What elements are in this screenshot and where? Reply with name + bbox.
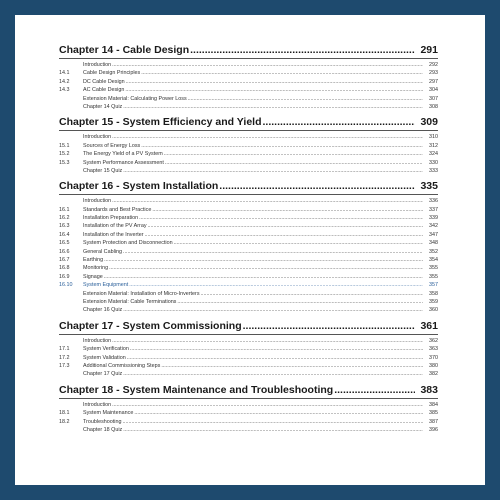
toc-entry[interactable] <box>59 306 438 314</box>
section-page-number: 337 <box>429 206 438 213</box>
section-title: Troubleshooting <box>83 418 122 425</box>
dot-leader <box>127 354 423 362</box>
section-page-number: 384 <box>429 401 438 408</box>
section-page-number: 307 <box>429 95 438 102</box>
section-number: 14.3 <box>59 87 70 94</box>
section-number: 14.2 <box>59 78 70 85</box>
chapter-section <box>59 43 438 111</box>
section-number: 14.1 <box>59 70 70 77</box>
chapter-title: Chapter 15 - System Efficiency and Yield <box>59 116 262 129</box>
section-title: Extension Material: Calculating Power Loss <box>83 95 187 102</box>
dot-leader <box>148 222 423 230</box>
section-page-number: 333 <box>429 167 438 174</box>
chapter-heading[interactable] <box>59 115 438 129</box>
chapter-section <box>59 179 438 314</box>
toc-entry[interactable] <box>59 214 438 222</box>
section-title: Sources of Energy Loss <box>83 142 141 149</box>
section-title: Additional Commissioning Steps <box>83 362 161 369</box>
section-title: System Performance Assessment <box>83 159 164 166</box>
dot-leader <box>190 43 415 57</box>
section-page-number: 297 <box>429 78 438 85</box>
chapter-page-number: 335 <box>420 180 438 193</box>
chapter-page-number: 383 <box>420 383 438 396</box>
toc-entry[interactable] <box>59 409 438 417</box>
chapter-rule <box>59 334 438 335</box>
toc-entry[interactable] <box>59 345 438 353</box>
dot-leader <box>122 418 423 426</box>
section-page-number: 355 <box>429 265 438 272</box>
toc-entry[interactable] <box>59 281 438 289</box>
section-page-number: 310 <box>429 134 438 141</box>
section-title: Installation of the PV Array <box>83 223 147 230</box>
dot-leader <box>123 167 423 175</box>
dot-leader <box>104 273 423 281</box>
section-number: 16.3 <box>59 223 70 230</box>
section-number: 18.1 <box>59 410 70 417</box>
section-title: Monitoring <box>83 265 109 272</box>
section-title: Installation of the Inverter <box>83 231 144 238</box>
chapter-heading[interactable] <box>59 383 438 397</box>
section-page-number: 339 <box>429 215 438 222</box>
section-title: System Verification <box>83 346 129 353</box>
dot-leader <box>125 86 423 94</box>
dot-leader <box>263 115 416 129</box>
toc-entry[interactable] <box>59 231 438 239</box>
dot-leader <box>188 95 423 103</box>
section-number: 17.1 <box>59 346 70 353</box>
section-page-number: 382 <box>429 371 438 378</box>
section-title: System Equipment <box>83 282 129 289</box>
dot-leader <box>174 239 423 247</box>
toc-entry[interactable] <box>59 418 438 426</box>
toc-entry[interactable] <box>59 222 438 230</box>
section-page-number: 355 <box>429 273 438 280</box>
toc-entry[interactable] <box>59 290 438 298</box>
section-page-number: 380 <box>429 362 438 369</box>
dot-leader <box>334 383 415 397</box>
section-title: General Cabling <box>83 248 122 255</box>
section-page-number: 385 <box>429 410 438 417</box>
section-page-number: 360 <box>429 307 438 314</box>
toc-entry[interactable] <box>59 95 438 103</box>
chapter-heading[interactable] <box>59 319 438 333</box>
toc-entry[interactable] <box>59 426 438 434</box>
chapter-title: Chapter 16 - System Installation <box>59 180 219 193</box>
dot-leader <box>152 206 423 214</box>
dot-leader <box>129 281 423 289</box>
dot-leader <box>112 61 423 69</box>
toc-entry[interactable] <box>59 264 438 272</box>
dot-leader <box>112 197 423 205</box>
toc-entry[interactable] <box>59 239 438 247</box>
dot-leader <box>134 409 423 417</box>
toc-entry[interactable] <box>59 362 438 370</box>
section-title: Signage <box>83 273 103 280</box>
dot-leader <box>126 78 423 86</box>
toc-entry[interactable] <box>59 103 438 111</box>
dot-leader <box>164 150 423 158</box>
section-title: Earthing <box>83 257 104 264</box>
toc-entry[interactable] <box>59 142 438 150</box>
section-number: 15.3 <box>59 159 70 166</box>
chapter-rule <box>59 58 438 59</box>
section-page-number: 352 <box>429 248 438 255</box>
section-number: 16.7 <box>59 257 70 264</box>
dot-leader <box>243 319 415 333</box>
section-title: Cable Design Principles <box>83 70 141 77</box>
section-title: Chapter 18 Quiz <box>83 426 123 433</box>
section-title: Extension Material: Cable Terminations <box>83 298 177 305</box>
dot-leader <box>161 362 423 370</box>
section-number: 16.6 <box>59 248 70 255</box>
toc-entry[interactable] <box>59 370 438 378</box>
section-page-number: 370 <box>429 354 438 361</box>
table-of-contents <box>59 43 438 434</box>
section-number: 16.4 <box>59 231 70 238</box>
dot-leader <box>201 290 423 298</box>
dot-leader <box>112 337 423 345</box>
dot-leader <box>123 306 423 314</box>
toc-entry[interactable] <box>59 401 438 409</box>
section-title: Standards and Best Practice <box>83 206 152 213</box>
dot-leader <box>141 69 423 77</box>
section-title: Introduction <box>83 401 112 408</box>
section-number: 15.2 <box>59 151 70 158</box>
section-page-number: 342 <box>429 223 438 230</box>
section-number: 16.1 <box>59 206 70 213</box>
section-title: Chapter 14 Quiz <box>83 103 123 110</box>
section-page-number: 387 <box>429 418 438 425</box>
section-page-number: 330 <box>429 159 438 166</box>
chapter-section <box>59 319 438 379</box>
toc-entry[interactable] <box>59 78 438 86</box>
toc-entry[interactable] <box>59 273 438 281</box>
section-page-number: 357 <box>429 282 438 289</box>
section-page-number: 312 <box>429 142 438 149</box>
section-page-number: 358 <box>429 290 438 297</box>
dot-leader <box>123 426 423 434</box>
section-number: 16.5 <box>59 240 70 247</box>
section-title: AC Cable Design <box>83 87 125 94</box>
section-page-number: 308 <box>429 103 438 110</box>
dot-leader <box>141 142 423 150</box>
toc-entry[interactable] <box>59 86 438 94</box>
toc-entry[interactable] <box>59 248 438 256</box>
section-page-number: 363 <box>429 346 438 353</box>
dot-leader <box>109 264 423 272</box>
dot-leader <box>139 214 423 222</box>
toc-entry[interactable] <box>59 256 438 264</box>
chapter-title: Chapter 14 - Cable Design <box>59 44 190 56</box>
section-title: Introduction <box>83 134 112 141</box>
section-title: Extension Material: Installation of Micro-Inverters <box>83 290 200 297</box>
chapter-section <box>59 383 438 435</box>
chapter-page-number: 291 <box>420 44 438 56</box>
section-title: The Energy Yield of a PV System <box>83 151 163 158</box>
dot-leader <box>130 345 423 353</box>
chapter-rule <box>59 194 438 195</box>
dot-leader <box>123 248 423 256</box>
section-page-number: 359 <box>429 298 438 305</box>
section-title: Chapter 16 Quiz <box>83 307 123 314</box>
section-number: 18.2 <box>59 418 70 425</box>
section-page-number: 348 <box>429 240 438 247</box>
toc-entry[interactable] <box>59 61 438 69</box>
chapter-heading[interactable] <box>59 179 438 193</box>
dot-leader <box>112 401 423 409</box>
chapter-rule <box>59 398 438 399</box>
section-title: System Validation <box>83 354 126 361</box>
section-title: Chapter 15 Quiz <box>83 167 123 174</box>
section-number: 17.3 <box>59 362 70 369</box>
section-title: System Protection and Disconnection <box>83 240 173 247</box>
chapter-heading[interactable] <box>59 43 438 57</box>
section-page-number: 347 <box>429 231 438 238</box>
section-number: 16.9 <box>59 273 70 280</box>
section-page-number: 396 <box>429 426 438 433</box>
dot-leader <box>112 133 423 141</box>
toc-entry[interactable] <box>59 150 438 158</box>
dot-leader <box>219 179 415 193</box>
section-number: 17.2 <box>59 354 70 361</box>
toc-entry[interactable] <box>59 337 438 345</box>
section-title: Introduction <box>83 198 112 205</box>
chapter-rule <box>59 130 438 131</box>
dot-leader <box>123 103 423 111</box>
chapter-page-number: 361 <box>420 319 438 332</box>
section-title: Introduction <box>83 337 112 344</box>
toc-entry[interactable] <box>59 197 438 205</box>
section-number: 16.10 <box>59 282 73 289</box>
section-page-number: 293 <box>429 70 438 77</box>
document-page <box>15 15 485 485</box>
section-title: Introduction <box>83 62 112 68</box>
dot-leader <box>123 370 423 378</box>
toc-entry[interactable] <box>59 354 438 362</box>
section-page-number: 362 <box>429 337 438 344</box>
section-title: DC Cable Design <box>83 78 125 85</box>
chapter-section <box>59 115 438 175</box>
toc-entry[interactable] <box>59 298 438 306</box>
dot-leader <box>104 256 423 264</box>
section-number: 16.2 <box>59 215 70 222</box>
section-title: System Maintenance <box>83 410 134 417</box>
section-number: 16.8 <box>59 265 70 272</box>
chapter-page-number: 309 <box>420 116 438 129</box>
toc-entry[interactable] <box>59 167 438 175</box>
section-title: Installation Preparation <box>83 215 139 222</box>
section-title: Chapter 17 Quiz <box>83 371 123 378</box>
toc-entry[interactable] <box>59 133 438 141</box>
toc-entry[interactable] <box>59 159 438 167</box>
section-page-number: 354 <box>429 257 438 264</box>
dot-leader <box>177 298 423 306</box>
toc-entry[interactable] <box>59 206 438 214</box>
toc-entry[interactable] <box>59 69 438 77</box>
chapter-title: Chapter 17 - System Commissioning <box>59 319 242 332</box>
dot-leader <box>145 231 423 239</box>
section-page-number: 324 <box>429 151 438 158</box>
section-page-number: 292 <box>429 62 438 68</box>
chapter-title: Chapter 18 - System Maintenance and Troubleshooting <box>59 383 334 396</box>
section-number: 15.1 <box>59 142 70 149</box>
section-page-number: 304 <box>429 87 438 94</box>
section-page-number: 336 <box>429 198 438 205</box>
dot-leader <box>165 159 423 167</box>
